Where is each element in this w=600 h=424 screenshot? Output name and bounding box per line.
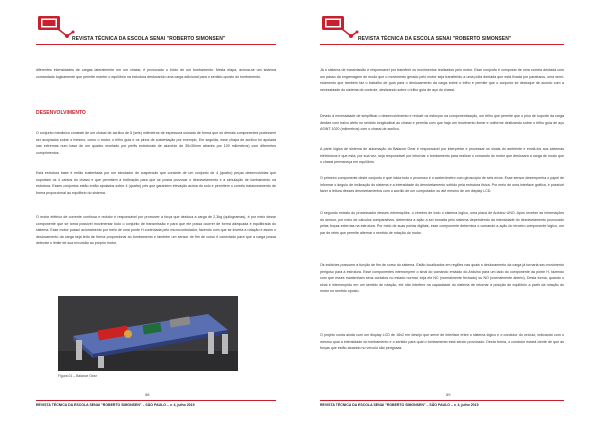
footer-divider [36, 400, 276, 401]
paragraph: Já o sistema de transmissão é responsável por transferir os movimentos realizados pelo motor. Esse conjunto é composto de uma correia dentada com um passo da engrenagem de modo que o movimento gerado pelo motor seja transferido a uma polia dentada que está fixada por parafusos, uma semi-rolamento que também faz o trabalho de guia para o deslocamento da carga sobre o trilho e permite que o conjunto se desloque de acordo com a necessidade do sistema de controle, deslizando sobre o trilho guia de aço do chassi. [320, 68, 564, 92]
paragraph: O segundo estrato do processador desses informações, o cérebro de todo o sistema lógico, uma placa de Arduino UNO. Após receber as informações do sensor, por meio de cálculos comparativos, determina a ação a ser tomada pelo sistema dependendo da intensidade do desnivelamento provocado pelas forças externas na estrutura. Por meio de suas portas digitais, esse componente determina o comando a ação do terceiro componente lógico, um par de relés que permite alternar o sentido de rotação do motor. [320, 211, 564, 235]
paragraph: O conjunto mecânico consiste de um chassi de acrílico de 6 (seis) milímetros de espessura usinado de forma que os demais componentes pudessem ser acoplados sobre o mesmo, como o motor, o trilho guia e os pinos de sustentação por exemplo. Em seguida, esse chapa de acrílico foi apoiada nas extremas num base de um quadro montado por perfis estruturais de alumínio de 30x30mm através por 100 milímetros) com diferentes comprimentos. [36, 131, 276, 155]
balance-gear-photo [58, 296, 238, 371]
header-divider [36, 44, 276, 45]
robot-logo-icon [36, 14, 76, 40]
footer-text: REVISTA TÉCNICA DA ESCOLA SENAI "ROBERTO SIMONSEN" – SÃO PAULO – v. 4, julho 2019 [320, 403, 479, 407]
header-title: REVISTA TÉCNICA DA ESCOLA SENAI "ROBERTO SIMONSEN" [72, 36, 226, 42]
footer-divider [320, 400, 564, 401]
page-number: 58 [145, 392, 150, 397]
footer-text: REVISTA TÉCNICA DA ESCOLA SENAI "ROBERTO SIMONSEN" – SÃO PAULO – v. 4, julho 2019 [36, 403, 195, 407]
section-title: DESENVOLVIMENTO [36, 110, 86, 116]
paragraph: A parte lógica de sistema de automação do Balance Gear é responsável por interpretar e processar os sinais do ambiente e enviá-los aos sistemas eletrônicos e que esta, por sua vez, seja responsável por informar o tombamento para realizar o comando do motor que deslocará a carga de modo que o chassi permaneça em equilíbrio. [320, 147, 564, 164]
header-title: REVISTA TÉCNICA DA ESCOLA SENAI "ROBERTO SIMONSEN" [358, 36, 512, 42]
paragraph: Esta estrutura base é então sustentada por um simulador de suspensão que consiste de um conjunto de 4 (quatro) peças desenvolvidas que suportam os 4 cantos do chassi e que permitem a inclinação para que se possa provocar o desnivelamento e a simulação de tombamento na estrutura. Esses conjuntos estão então apoiados sobre 4 (quatro) pés que garantem elevação acima do solo e permitem o correto balanceamento de forma proporcional ao equilíbrio do sistema. [36, 171, 276, 195]
header-divider [320, 44, 564, 45]
right-page [300, 0, 600, 424]
paragraph: Devido à necessidade de simplificar o desenvolvimento e reduzir os esforços na componentização, um trilho que permite que o pino de suporte da carga deslize com baixo atrito no sentido longitudinal ao chassi e permita com que haja um movimento linear e uniforme deslizando sobre o trilho guia de aço ASINT 1020 (milímetros) com o chassi de acrílico. [320, 114, 564, 131]
paragraph: O projeto conta ainda com um display LCD de 16x2 em desejo que serve de interface entre o sistema lógico e o condutor do veículo, indicando com o mesmo qual a intensidade do tombamento e o sentido para qual o tombamento está sendo provocado. Desta forma, o condutor estará ciente de que as forças que estão atuando no veículo são perigosas. [320, 333, 564, 350]
paragraph: O primeiro componente deste conjunto e que inicia todo o processo é o acelerômetro com giroscópio de seis eixos. Esse sensor desempenha o papel de informar o ângulo de inclinação do sistema e a intensidade do desnivelamento sofrido pela estrutura física. Por meio de uma interface gráfica, é possível fazer a leitura desses desnivelamentos com o auxílio de um computador ou até mesmo de um display LCD. [320, 176, 564, 193]
intro-paragraph: diferentes intensidades de cargas lateralmente em um chassi, é provocado o início de um tombamento. Nesta etapa, aciona-se um sistema comandado logicamente que permite manter o equilíbrio na estrutura deslocando uma carga adicional para o sentido oposto do tombamento. [36, 68, 276, 79]
robot-logo-icon [320, 14, 360, 40]
paragraph: O motor elétrico de corrente contínua e redutor é responsável por promover a força que desloca a carga de 2,3kg (quilogramas), é por meio desse componente que se torna possível movimentar todo o conjunto de transmissão e para que ele possa ocorrer de forma adequada e equilibrada do sistema. Esse motor possui acionamento por meio de uma ponte H controlada pelo microcontrolador, fazendo com que se inverta a rotação e assim o deslocamento da carga seja feito de forma proporcional ao tombamento e também um sensor de fim de curso é conectado para que a carga possa detectar o limite de sua excursão ao próprio motor. [36, 215, 276, 245]
figure-caption: Figura 01 – Balance Gear [58, 374, 97, 378]
paragraph: Os switches possuem a função de fim de curso do sistema. Estão localizados em regiões nas quais o deslocamento da carga já tornaria seu movimento perigoso para a estrutura. Esse componentes interrompem o sinal do comando enviado do Arduino para um lado do componente da ponte H, fazendo com que esses mantenham seus contatos no estado normal, seja ele NC (normalmente fechado) ou NO (normalmente aberto). Desta forma, quando o sinal é interrompido em um sentido de rotação, ele não interfere na capacidade do sistema de retornar à posição de equilíbrio a partir da rotação do motor no sentido oposto. [320, 263, 564, 293]
page-number: 59 [446, 392, 451, 397]
